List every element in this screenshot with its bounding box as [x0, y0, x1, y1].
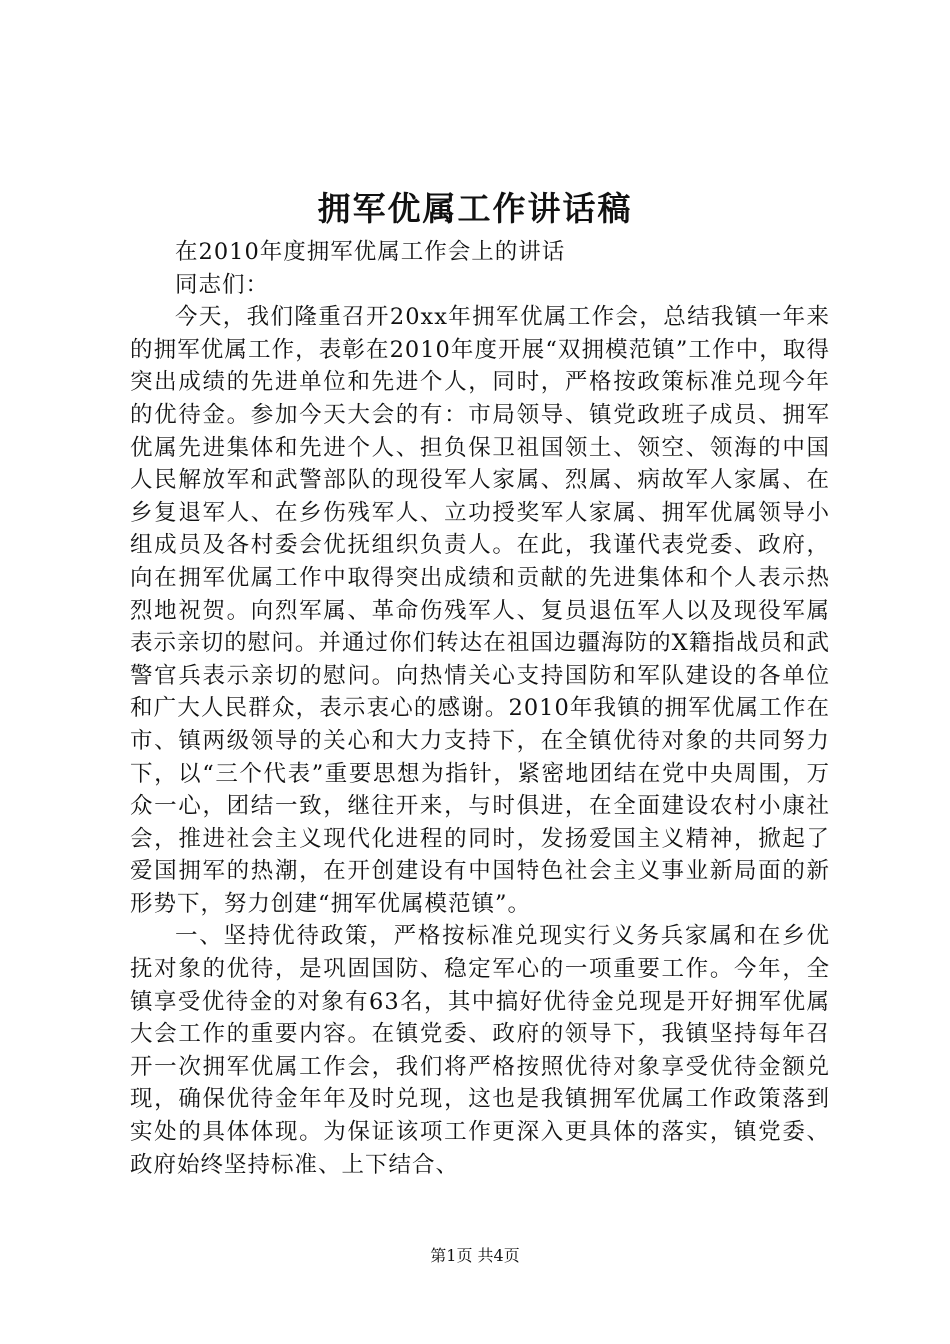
salutation: 同志们： — [175, 271, 270, 298]
page-footer: 第1页 共4页 — [430, 1246, 520, 1265]
document-body — [130, 236, 830, 1181]
speech-subtitle: 在2010年度拥军优属工作会上的讲话 — [175, 239, 566, 265]
document-title: 拥军优属工作讲话稿 — [317, 189, 633, 228]
paragraph-1: 今天，我们隆重召开20xx年拥军优属工作会，总结我镇一年来的拥军优属工作，表彰在2010年度开展“双拥模范镇”工作中，取得突出成绩的先进单位和先进个人，同时，严格按政策标准兑现今年的优待金。参加今天大会的有：市局领导、镇党政班子成员、拥军优属先进集体和先进个人、担负保卫祖国领土、领空、领海的中国人民解放军和武警部队的现役军人家属、烈属、病故军人家属、在乡复退军人、在乡伤残军人、立功授奖军人家属、拥军优属领导小组成员及各村委会优抚组织负责人。在此，我谨代表党委、政府，向在拥军优属工作中取得突出成绩和贡献的先进集体和个人表示热烈地祝贺。向烈军属、革命伤残军人、复员退伍军人以及现役军属表示亲切的慰问。并通过你们转达在祖国边疆海防的X籍指战员和武警官兵表示亲切的慰问。向热情关心支持国防和军队建设的各单位和广大人民群众，表示衷心的感谢。2010年我镇的拥军优属工作在市、镇两级领导的关心和大力支持下，在全镇优待对象的共同努力下，以“三个代表”重要思想为指针，紧密地团结在党中央周围，万众一心，团结一致，继往开来，与时俱进，在全面建设农村小康社会，推进社会主义现代化进程的同时，发扬爱国主义精神，掀起了爱国拥军的热潮，在开创建设有中国特色社会主义事业新局面的新形势下，努力创建“拥军优属模范镇”。 — [130, 304, 830, 917]
paragraph-2: 一、坚持优待政策，严格按标准兑现实行义务兵家属和在乡优抚对象的优待，是巩固国防、稳定军心的一项重要工作。今年，全镇享受优待金的对象有63名，其中搞好优待金兑现是开好拥军优属大会工作的重要内容。在镇党委、政府的领导下，我镇坚持每年召开一次拥军优属工作会，我们将严格按照优待对象享受优待金额兑现，确保优待金年年及时兑现，这也是我镇拥军优属工作政策落到实处的具体体现。为保证该项工作更深入更具体的落实，镇党委、政府始终坚持标准、上下结合、 — [130, 923, 830, 1178]
